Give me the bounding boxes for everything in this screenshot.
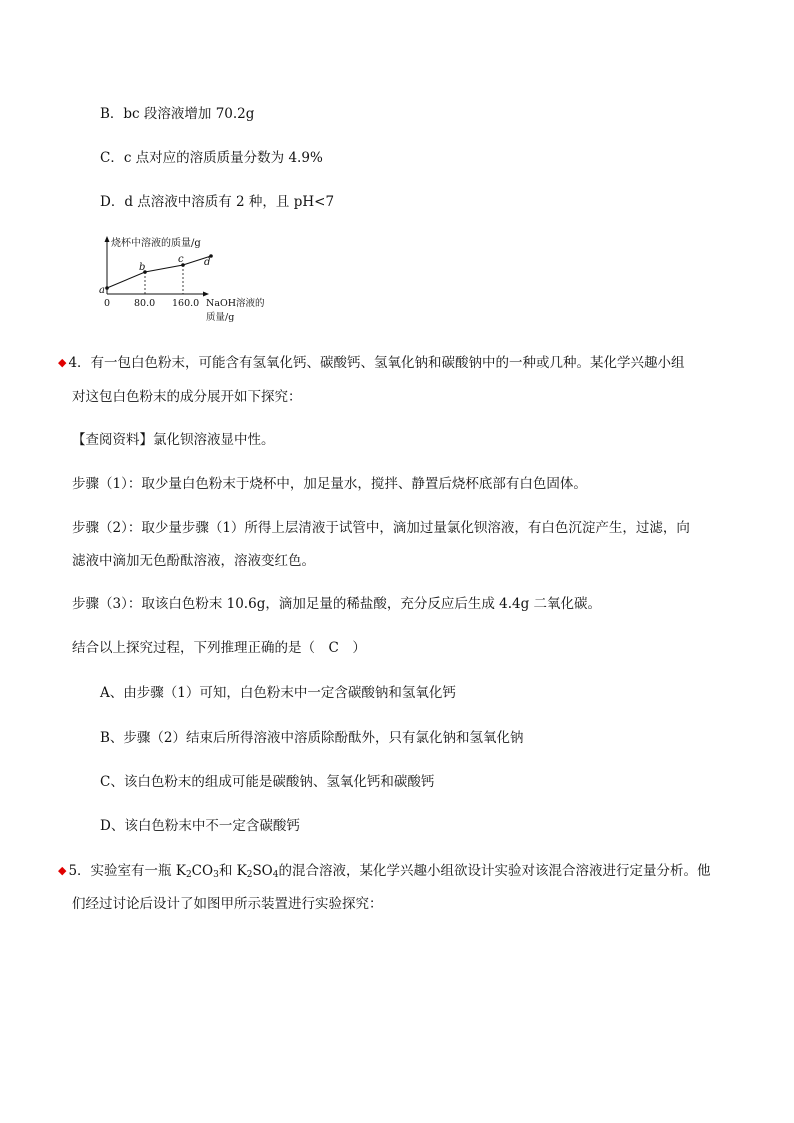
option-d: D．d 点溶液中溶质有 2 种，且 pH<7: [100, 194, 335, 210]
q5-text-part5: 的混合溶液，某化学兴趣小组欲设计实验对该混合溶液进行定量分析。他: [278, 863, 711, 879]
q5-text-part3: 和 K: [218, 863, 247, 879]
mass-graph: [95, 232, 285, 328]
diamond-bullet-icon: ◆: [58, 356, 67, 369]
q5-stem-line1: [58, 861, 711, 885]
q5-text-part1: 5．实验室有一瓶 K: [68, 863, 186, 879]
q4-step2-line1: 步骤（2）：取少量步骤（1）所得上层清液于试管中，滴加过量氯化钡溶液，有白色沉淀产生，过滤，向: [72, 520, 690, 536]
x-axis-label-line1: NaOH溶液的: [206, 298, 265, 309]
x-tick-0: 0: [104, 298, 111, 309]
q4-stem-line2: 对这包白色粉末的成分展开如下探究：: [72, 389, 302, 405]
q4-option-c: C、该白色粉末的组成可能是碳酸钠、氢氧化钙和碳酸钙: [100, 774, 435, 790]
q4-option-a: A、由步骤（1）可知，白色粉末中一定含碳酸钠和氢氧化钙: [100, 685, 456, 701]
q5-text-part4: SO: [252, 863, 273, 879]
option-c: C．c 点对应的溶质质量分数为 4.9%: [100, 150, 323, 166]
q5-sub4: 4: [272, 870, 279, 880]
q5-stem-line2: 们经过讨论后设计了如图甲所示装置进行实验探究：: [72, 896, 383, 912]
q4-step2-line2: 滤液中滴加无色酚酞溶液，溶液变红色。: [72, 553, 315, 569]
q5-text-part2: CO: [191, 863, 214, 879]
y-axis-label: 烧杯中溶液的质量/g: [111, 238, 201, 249]
q4-step3: 步骤（3）：取该白色粉末 10.6g，滴加足量的稀盐酸，充分反应后生成 4.4g 二氧化碳。: [72, 596, 602, 612]
q5-sub3: 2: [246, 870, 253, 880]
q4-info: 【查阅资料】氯化钡溶液显中性。: [72, 432, 275, 448]
x-tick-160: 160.0: [172, 298, 200, 309]
q5-sub1: 2: [185, 870, 192, 880]
y-axis-arrow: [105, 236, 110, 242]
q4-stem-line1: [58, 353, 685, 374]
q4-option-d: D、该白色粉末中不一定含碳酸钙: [100, 818, 300, 834]
label-c: c: [178, 254, 184, 265]
q4-stem-text: 4．有一包白色粉末，可能含有氢氧化钙、碳酸钙、氢氧化钠和碳酸钠中的一种或几种。某化学兴趣小组: [68, 355, 685, 371]
q5-sub2: 3: [213, 870, 219, 880]
point-a: [105, 286, 109, 290]
q4-option-b: B、步骤（2）结束后所得溶液中溶质除酚酞外，只有氯化钠和氢氧化钠: [100, 730, 524, 746]
x-axis-label-line2: 质量/g: [206, 312, 235, 323]
series-line: [107, 256, 211, 288]
label-b: b: [139, 262, 146, 273]
option-b: B．bc 段溶液增加 70.2g: [100, 106, 255, 122]
label-d: d: [204, 257, 211, 268]
diamond-bullet-icon: ◆: [58, 864, 67, 877]
x-tick-80: 80.0: [134, 298, 156, 309]
q4-question: 结合以上探究过程，下列推理正确的是（ C ）: [72, 640, 366, 656]
label-a: a: [99, 285, 105, 296]
q4-step1: 步骤（1）：取少量白色粉末于烧杯中，加足量水，搅拌、静置后烧杯底部有白色固体。: [72, 476, 587, 492]
x-axis-arrow: [203, 292, 209, 297]
